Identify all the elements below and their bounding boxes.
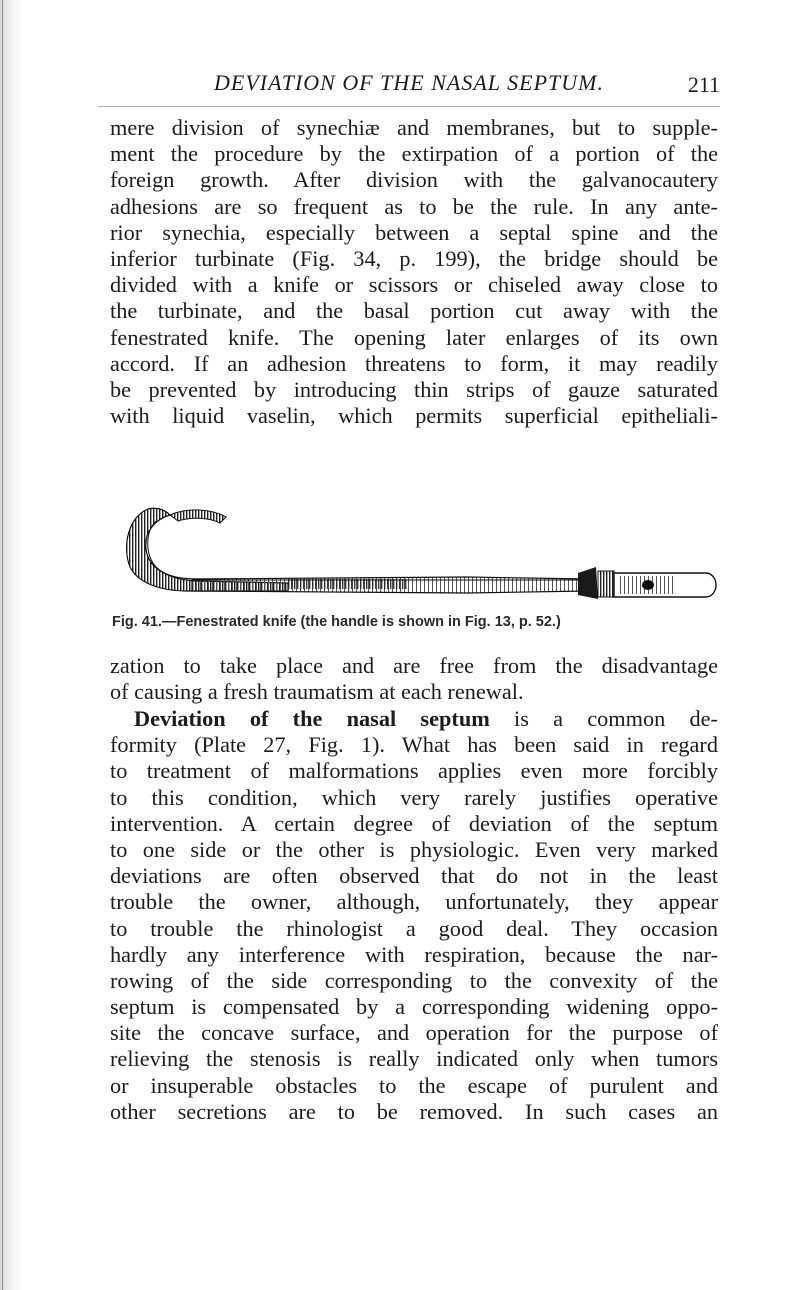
knife-shaft <box>192 577 588 593</box>
text-line <box>110 706 718 732</box>
text-line: of causing a fresh traumatism at each renewal. <box>110 679 524 705</box>
text-line: rior synechia, especially between a septal spine and the <box>110 219 718 245</box>
lead-rest: is a common de- <box>489 706 718 731</box>
text-line: hardly any interference with respiration, because the nar- <box>110 941 718 967</box>
paragraph-deviation <box>110 706 718 1125</box>
section-lead: Deviation of the nasal septum <box>134 706 490 731</box>
text-line: with liquid vaselin, which permits superficial epitheliali- <box>110 403 718 429</box>
text-line: to this condition, which very rarely justifies operative <box>110 784 718 810</box>
text-line: formity (Plate 27, Fig. 1). What has been said in regard <box>110 732 718 758</box>
text-line: relieving the stenosis is really indicated only when tumors <box>110 1046 718 1072</box>
text-line: septum is compensated by a corresponding widening oppo- <box>110 994 718 1020</box>
text-line: accord. If an adhesion threatens to form, it may readily <box>110 350 718 376</box>
text-line: rowing of the side corresponding to the convexity of the <box>110 967 718 993</box>
text-line: fenestrated knife. The opening later enlarges of its own <box>110 324 718 350</box>
text-line: ment the procedure by the extirpation of a portion of the <box>110 141 718 167</box>
text-line: the turbinate, and the basal portion cut away with the <box>110 298 718 324</box>
text-line: foreign growth. After division with the galvanocautery <box>110 167 718 193</box>
text-line: be prevented by introducing thin strips of gauze saturated <box>110 376 718 402</box>
page-number: 211 <box>687 72 720 97</box>
text-line: to treatment of malformations applies even more forcibly <box>110 758 718 784</box>
text-line: site the concave surface, and operation for the purpose of <box>110 1020 718 1046</box>
text-line: deviations are often observed that do not in the least <box>110 863 718 889</box>
text-line: trouble the owner, although, unfortunately, they appear <box>110 889 718 915</box>
knife-collar <box>578 567 614 599</box>
text-line: divided with a knife or scissors or chiseled away close to <box>110 272 718 298</box>
text-line: zation to take place and are free from the disadvantage <box>110 653 718 678</box>
text-line: adhesions are so frequent as to be the rule. In any ante- <box>110 193 718 219</box>
figure-caption: Fig. 41.—Fenestrated knife (the handle is shown in Fig. 13, p. 52.) <box>112 614 561 630</box>
paragraph-continuation <box>110 653 718 705</box>
text-line: to one side or the other is physiologic. Even very marked <box>110 836 718 862</box>
knife-handle-stub <box>614 573 716 597</box>
text-line: to trouble the rhinologist a good deal. They occasion <box>110 915 718 941</box>
text-line: other secretions are to be removed. In such cases an <box>110 1098 718 1124</box>
text-line: or insuperable obstacles to the escape of purulent and <box>110 1072 718 1098</box>
text-line: mere division of synechiæ and membranes, but to supple- <box>110 115 718 140</box>
fenestrated-knife-figure <box>108 487 720 605</box>
running-title: DEVIATION OF THE NASAL SEPTUM. <box>214 70 604 95</box>
paragraph-synechiae <box>110 115 718 429</box>
text-line: inferior turbinate (Fig. 34, p. 199), the bridge should be <box>110 245 718 271</box>
running-head <box>98 66 720 107</box>
text-line: intervention. A certain degree of deviation of the septum <box>110 810 718 836</box>
